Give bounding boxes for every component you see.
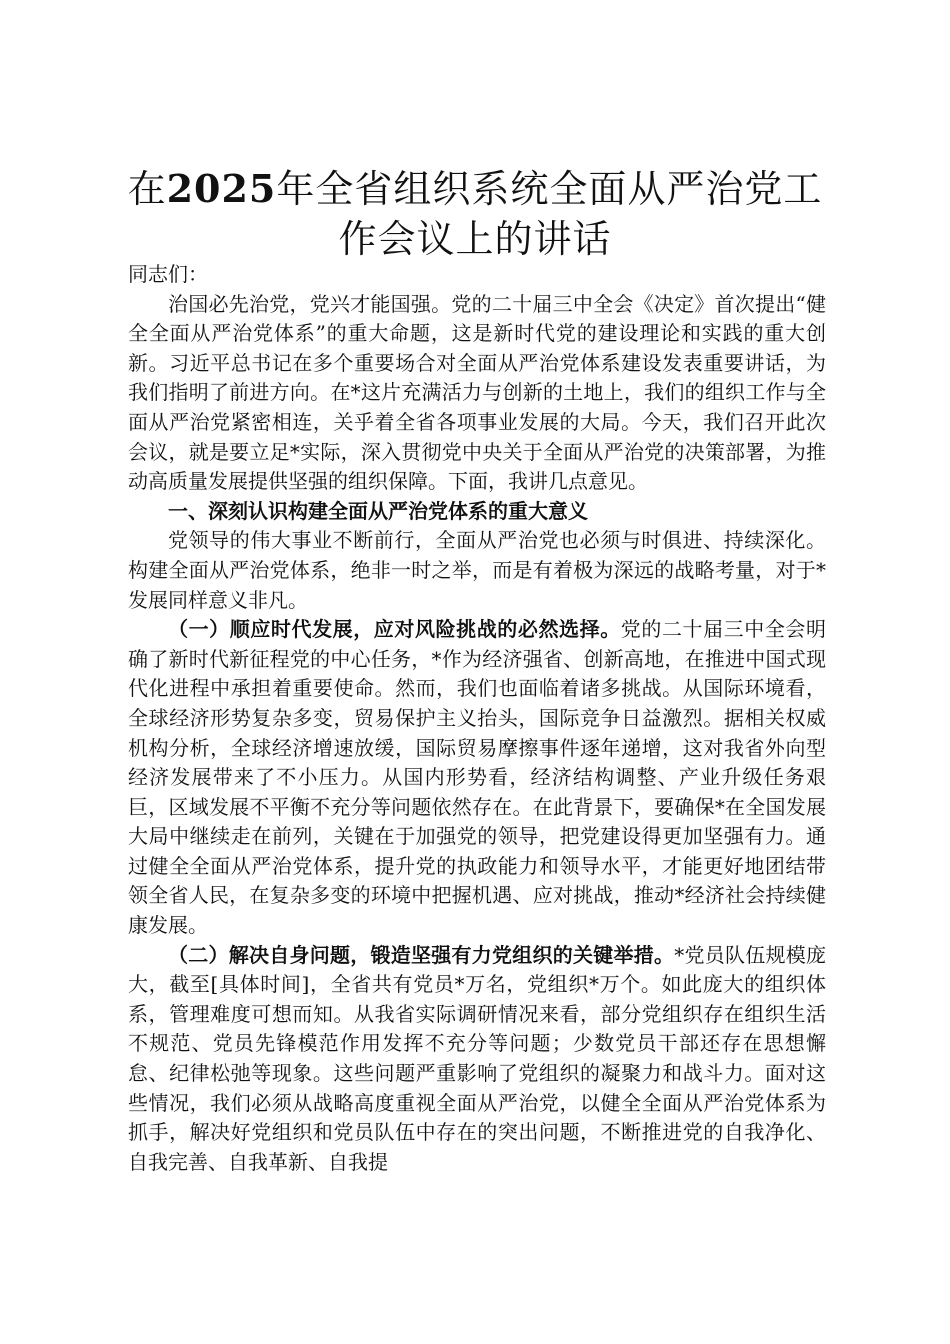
point-1-lead: （一）顺应时代发展，应对风险挑战的必然选择。 [168, 617, 621, 642]
title-prefix: 在 [127, 167, 167, 211]
point-1-paragraph [128, 615, 826, 941]
speech-body [128, 260, 826, 1177]
title-rest: 年全省组织系统全面从严治党工作会议上的讲话 [276, 167, 823, 261]
point-1-body: 党的二十届三中全会明确了新时代新征程党的中心任务，*作为经济强省、创新高地，在推进中国式现代化进程中承担着重要使命。然而，我们也面临着诸多挑战。从国际环境看，全球经济形势复杂多变，贸易保护主义抬头，国际竞争日益激烈。据相关权威机构分析，全球经济增速放缓，国际贸易摩擦事件逐年递增，这对我省外向型经济发展带来了不小压力。从国内形势看，经济结构调整、产业升级任务艰巨，区域发展不平衡不充分等问题依然存在。在此背景下，要确保*在全国发展大局中继续走在前列，关键在于加强党的领导，把党建设得更加坚强有力。通过健全全面从严治党体系，提升党的执政能力和领导水平，才能更好地团结带领全省人民，在复杂多变的环境中把握机遇、应对挑战，推动*经济社会持续健康发展。 [128, 617, 827, 938]
section-heading-1: 一、深刻认识构建全面从严治党体系的重大意义 [168, 498, 588, 523]
page-title [110, 164, 840, 264]
section1-intro-paragraph: 党领导的伟大事业不断前行，全面从严治党也必须与时俱进、持续深化。构建全面从严治党体系，绝非一时之举，而是有着极为深远的战略考量，对于*发展同样意义非凡。 [128, 528, 826, 612]
salutation: 同志们： [128, 262, 208, 286]
title-year: 2025 [166, 166, 277, 211]
point-2-paragraph [128, 941, 826, 1178]
point-2-body: *党员队伍规模庞大，截至[具体时间]，全省共有党员*万名，党组织*万个。如此庞大的组织体系，管理难度可想而知。从我省实际调研情况来看，部分党组织存在组织生活不规范、党员先锋模范作用发挥不充分等问题；少数党员干部还存在思想懈怠、纪律松弛等现象。这些问题严重影响了党组织的凝聚力和战斗力。面对这些情况，我们必须从战略高度重视全面从严治党，以健全全面从严治党体系为抓手，解决好党组织和党员队伍中存在的突出问题，不断推进党的自我净化、自我完善、自我革新、自我提 [128, 942, 826, 1174]
intro-paragraph: 治国必先治党，党兴才能国强。党的二十届三中全会《决定》首次提出“健全全面从严治党体系”的重大命题，这是新时代党的建设理论和实践的重大创新。习近平总书记在多个重要场合对全面从严治党体系建设发表重要讲话，为我们指明了前进方向。在*这片充满活力与创新的土地上，我们的组织工作与全面从严治党紧密相连，关乎着全省各项事业发展的大局。今天，我们召开此次会议，就是要立足*实际，深入贯彻党中央关于全面从严治党的决策部署，为推动高质量发展提供坚强的组织保障。下面，我讲几点意见。 [128, 291, 826, 494]
point-2-lead: （二）解决自身问题，锻造坚强有力党组织的关键举措。 [168, 942, 675, 967]
